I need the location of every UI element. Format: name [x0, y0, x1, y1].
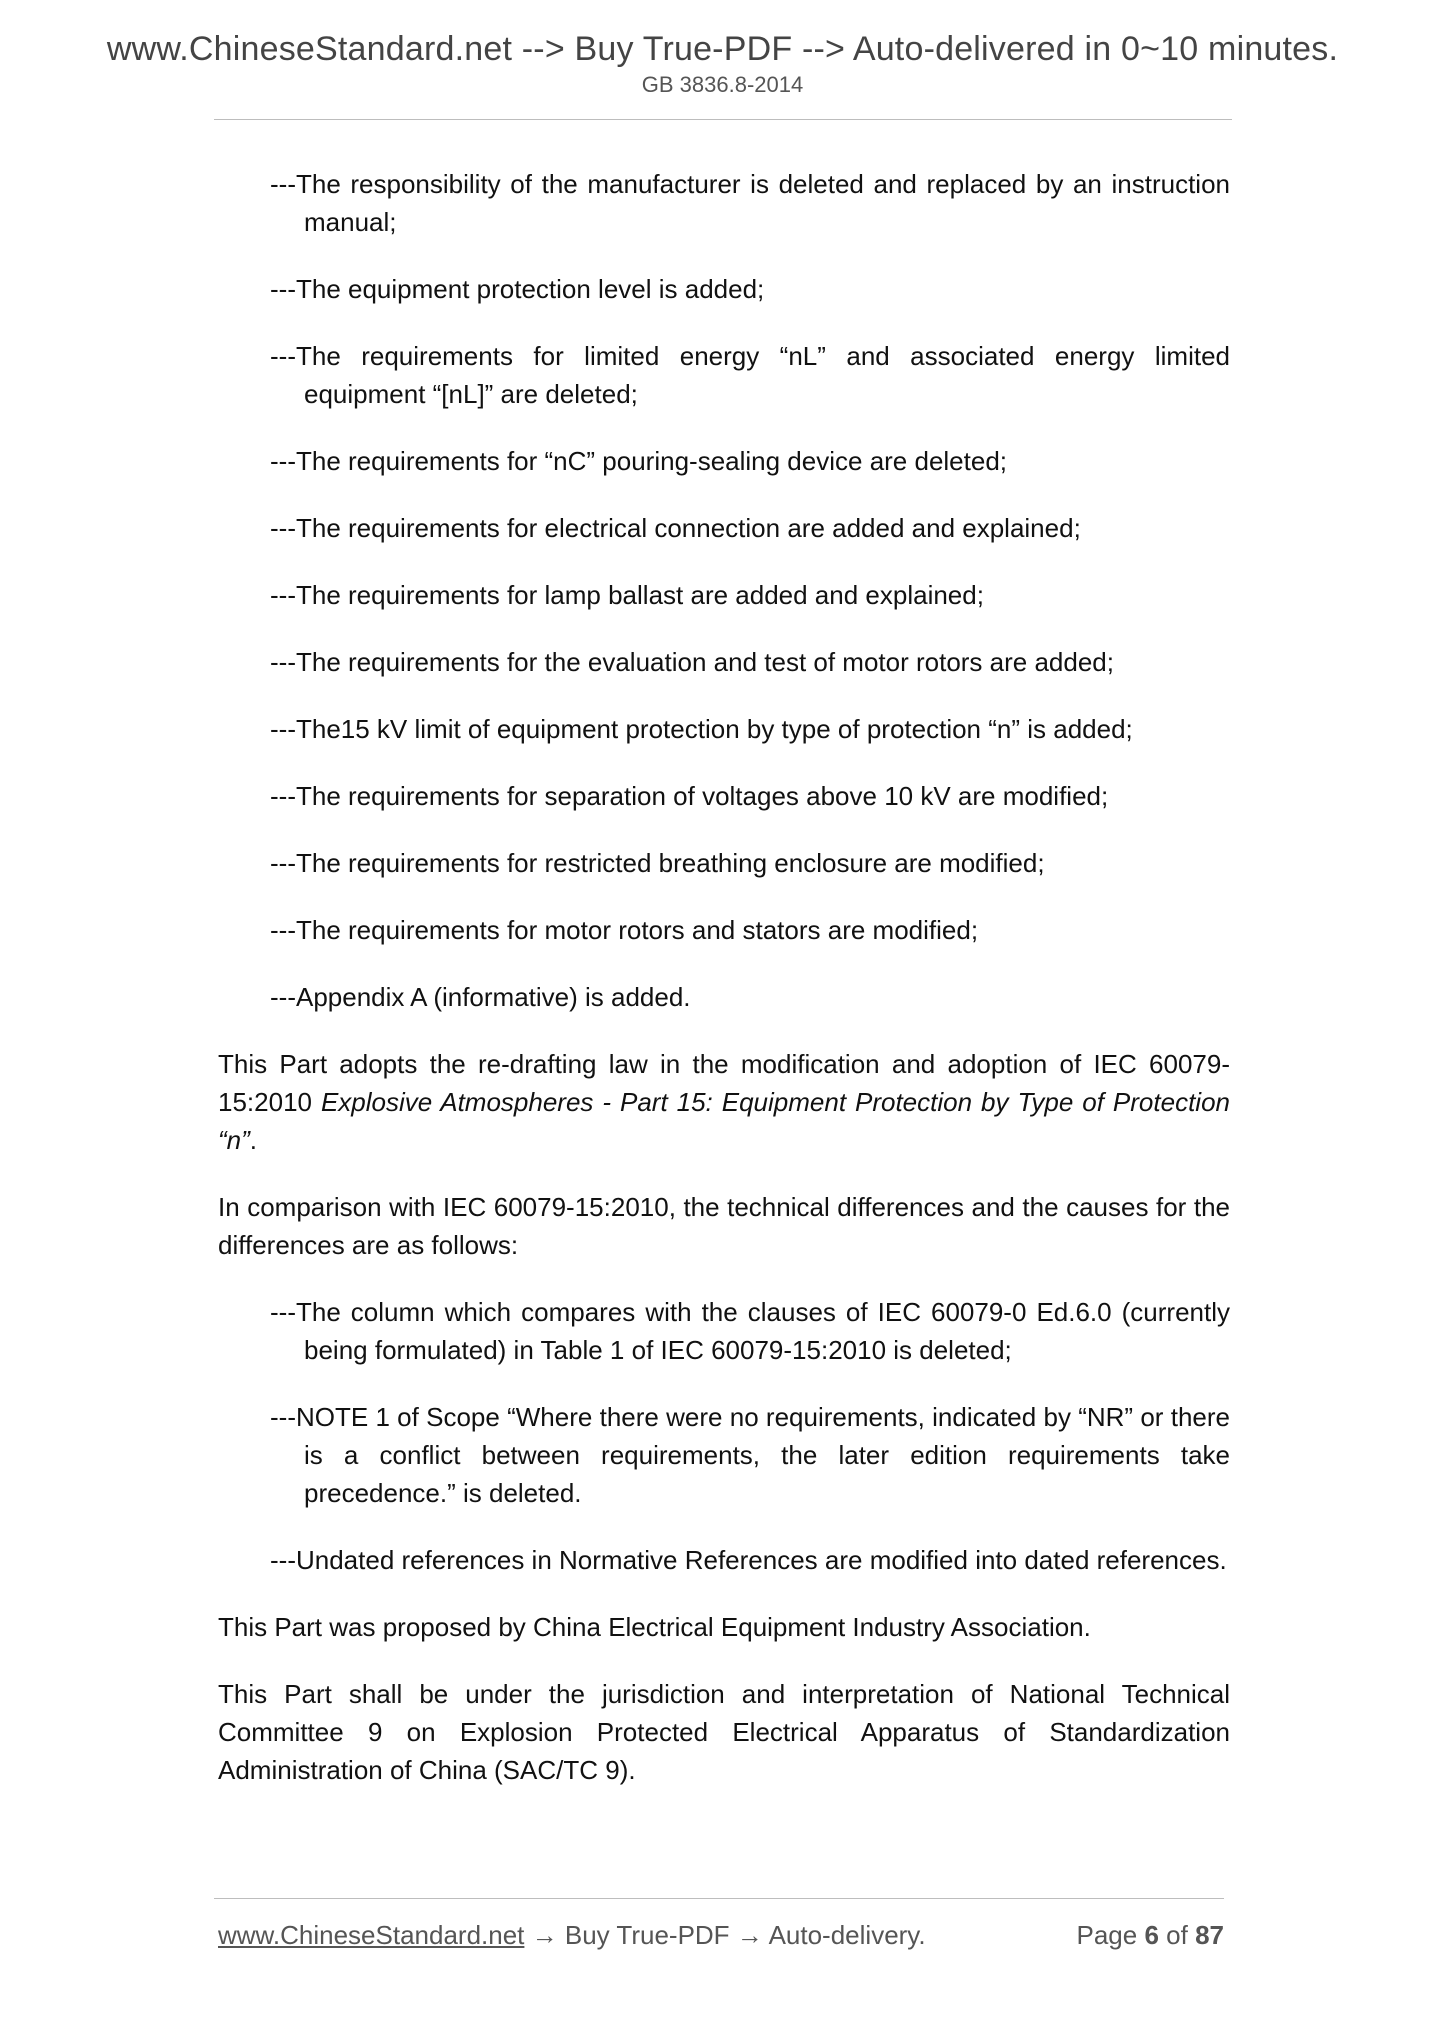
page-indicator [1076, 1920, 1224, 1951]
list-item: ---NOTE 1 of Scope “Where there were no requirements, indicated by “NR” or there is a conflict between requirements, the later edition requirements take precedence.” is deleted. [270, 1402, 1230, 1508]
total-pages: 87 [1195, 1920, 1224, 1950]
list-item: ---The requirements for motor rotors and stators are modified; [270, 915, 979, 945]
page-footer [218, 1920, 1224, 1956]
adoption-text: This Part adopts the re-drafting law in the modification and adoption of IEC 60079-15:2010 [218, 1049, 1230, 1117]
footer-divider [214, 1898, 1224, 1899]
list-item: ---The requirements for the evaluation and test of motor rotors are added; [270, 647, 1114, 677]
comparison-paragraph: In comparison with IEC 60079-15:2010, the technical differences and the causes for the differences are as follows: [218, 1192, 1230, 1260]
page-number: 6 [1144, 1920, 1159, 1950]
document-body [218, 165, 1230, 1818]
proposed-paragraph: This Part was proposed by China Electrical Equipment Industry Association. [218, 1612, 1091, 1642]
footer-site-link[interactable]: www.ChineseStandard.net [218, 1920, 525, 1950]
list-item: ---The responsibility of the manufacturer is deleted and replaced by an instruction manual; [270, 169, 1230, 237]
site-banner[interactable]: www.ChineseStandard.net --> Buy True-PDF --> Auto-delivered in 0~10 minutes. [106, 30, 1339, 68]
list-item: ---Appendix A (informative) is added. [270, 982, 691, 1012]
standard-code: GB 3836.8-2014 [641, 72, 804, 97]
list-item: ---The requirements for “nC” pouring-sealing device are deleted; [270, 446, 1008, 476]
list-item: ---The15 kV limit of equipment protection by type of protection “n” is added; [270, 714, 1133, 744]
adoption-suffix: . [249, 1125, 258, 1155]
list-item: ---Undated references in Normative References are modified into dated references. [270, 1545, 1227, 1575]
header-divider [214, 119, 1232, 120]
footer-promo-text: → Buy True-PDF → Auto-delivery. [524, 1920, 926, 1950]
list-item: ---The equipment protection level is added; [270, 274, 765, 304]
list-item: ---The requirements for electrical connection are added and explained; [270, 513, 1081, 543]
list-item: ---The requirements for limited energy “nL” and associated energy limited equipment “[nL]” are deleted; [270, 341, 1230, 409]
footer-promo [218, 1920, 926, 1951]
jurisdiction-paragraph: This Part shall be under the jurisdiction and interpretation of National Technical Committee 9 on Explosion Protected Electrical Apparatus of Standardization Administration of China (SAC/TC 9). [218, 1679, 1230, 1785]
iec-title: Explosive Atmospheres - Part 15: Equipment Protection by Type of Protection “n” [218, 1087, 1230, 1155]
list-item: ---The column which compares with the clauses of IEC 60079-0 Ed.6.0 (currently being formulated) in Table 1 of IEC 60079-15:2010 is deleted; [270, 1297, 1230, 1365]
list-item: ---The requirements for restricted breathing enclosure are modified; [270, 848, 1045, 878]
page-label: Page [1076, 1920, 1138, 1950]
of-label: of [1166, 1920, 1188, 1950]
list-item: ---The requirements for lamp ballast are added and explained; [270, 580, 984, 610]
adoption-paragraph [218, 1045, 1230, 1159]
list-item: ---The requirements for separation of voltages above 10 kV are modified; [270, 781, 1109, 811]
